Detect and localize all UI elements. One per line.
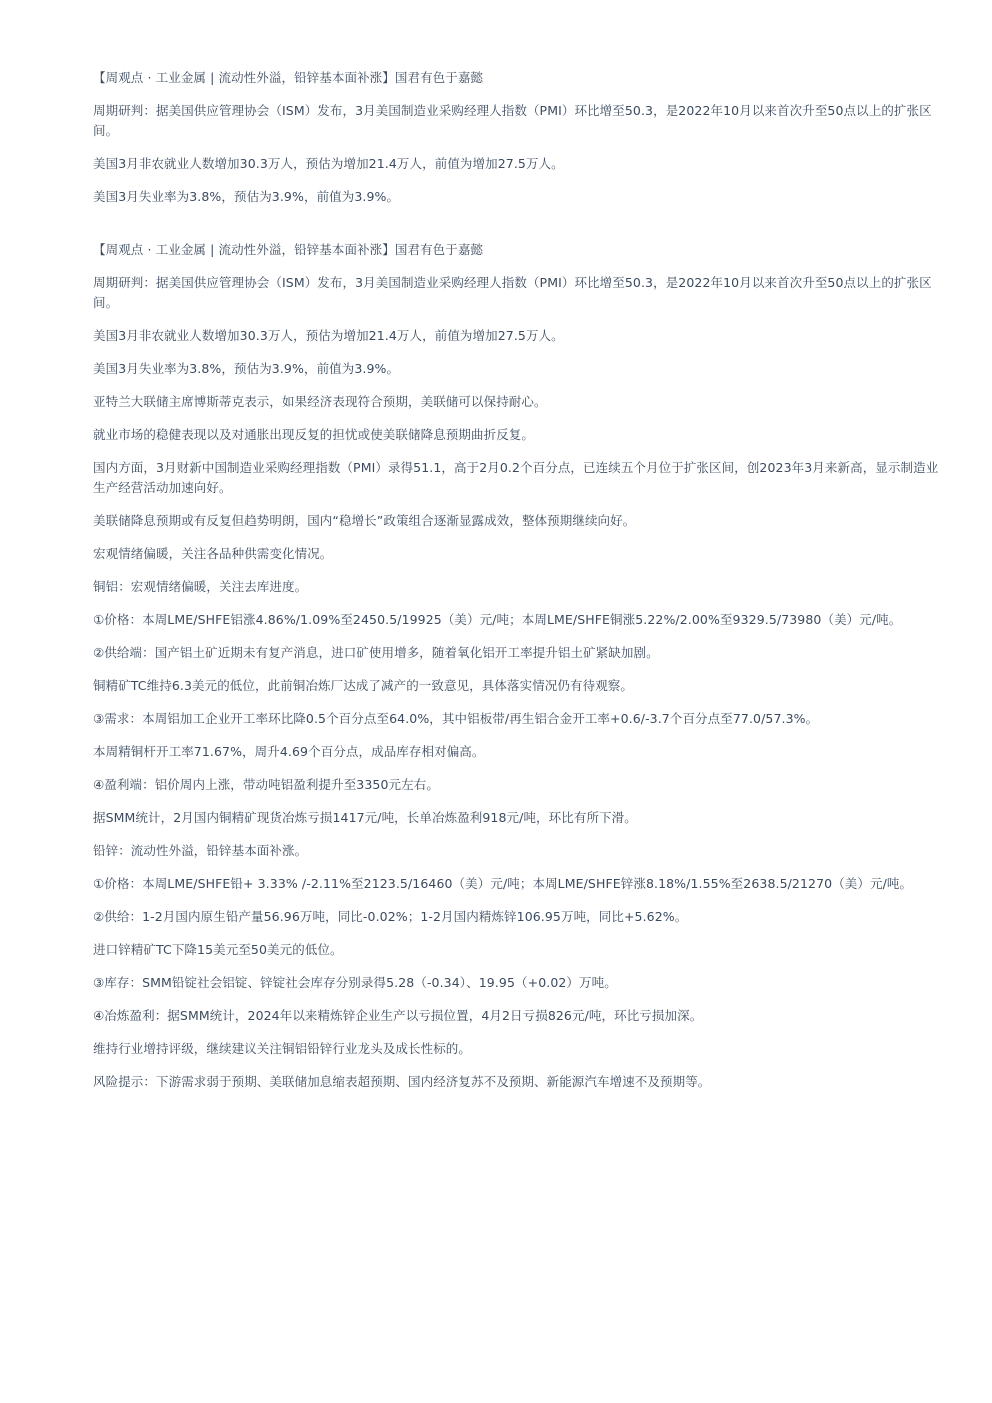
paragraph: ①价格：本周LME/SHFE铝涨4.86%/1.09%至2450.5/19925（美）元/吨；本周LME/SHFE铜涨5.22%/2.00%至9329.5/73980（美）元/吨。 bbox=[93, 612, 902, 627]
section1-paragraph-3: 美国3月失业率为3.8%，预估为3.9%，前值为3.9%。 bbox=[93, 189, 400, 204]
paragraph: 宏观情绪偏暖，关注各品种供需变化情况。 bbox=[93, 546, 333, 561]
paragraph: 铜铝：宏观情绪偏暖，关注去库进度。 bbox=[93, 579, 308, 594]
paragraph: 据SMM统计，2月国内铜精矿现货冶炼亏损1417元/吨，长单冶炼盈利918元/吨，环比有所下滑。 bbox=[93, 810, 637, 825]
paragraph: ④冶炼盈利：据SMM统计，2024年以来精炼锌企业生产以亏损位置，4月2日亏损826元/吨，环比亏损加深。 bbox=[93, 1008, 703, 1023]
paragraph: ①价格：本周LME/SHFE铅+ 3.33% /-2.11%至2123.5/16460（美）元/吨；本周LME/SHFE锌涨8.18%/1.55%至2638.5/21270（美）元/吨。 bbox=[93, 876, 913, 891]
paragraph: 周期研判：据美国供应管理协会（ISM）发布，3月美国制造业采购经理人指数（PMI）环比增至50.3，是2022年10月以来首次升至50点以上的扩张区间。 bbox=[93, 275, 932, 310]
paragraph: 维持行业增持评级，继续建议关注铜铝铅锌行业龙头及成长性标的。 bbox=[93, 1041, 472, 1056]
paragraph: ④盈利端：铝价周内上涨，带动吨铝盈利提升至3350元左右。 bbox=[93, 777, 439, 792]
paragraph: 铜精矿TC维持6.3美元的低位，此前铜冶炼厂达成了减产的一致意见，具体落实情况仍有待观察。 bbox=[93, 678, 634, 693]
paragraph: ③库存：SMM铅锭社会铝锭、锌锭社会库存分别录得5.28（-0.34）、19.95（+0.02）万吨。 bbox=[93, 975, 617, 990]
paragraph: 美国3月失业率为3.8%，预估为3.9%，前值为3.9%。 bbox=[93, 361, 400, 376]
paragraph: 美联储降息预期或有反复但趋势明朗，国内“稳增长”政策组合逐渐显露成效，整体预期继续向好。 bbox=[93, 513, 636, 528]
paragraph: ②供给：1-2月国内原生铅产量56.96万吨，同比-0.02%；1-2月国内精炼锌106.95万吨，同比+5.62%。 bbox=[93, 909, 688, 924]
section2-title: 【周观点 · 工业金属 | 流动性外溢，铅锌基本面补涨】国君有色于嘉懿 bbox=[93, 242, 484, 257]
paragraph: 国内方面，3月财新中国制造业采购经理指数（PMI）录得51.1，高于2月0.2个百分点，已连续五个月位于扩张区间，创2023年3月来新高，显示制造业生产经营活动加速向好。 bbox=[93, 460, 939, 495]
paragraph: ②供给端：国产铝土矿近期未有复产消息，进口矿使用增多，随着氧化铝开工率提升铝土矿紧缺加剧。 bbox=[93, 645, 659, 660]
section-divider bbox=[93, 220, 945, 240]
section1-title: 【周观点 · 工业金属 | 流动性外溢，铅锌基本面补涨】国君有色于嘉懿 bbox=[93, 70, 484, 85]
paragraph: ③需求：本周铝加工企业开工率环比降0.5个百分点至64.0%，其中铝板带/再生铝合金开工率+0.6/-3.7个百分点至77.0/57.3%。 bbox=[93, 711, 819, 726]
paragraph: 就业市场的稳健表现以及对通胀出现反复的担忧或使美联储降息预期曲折反复。 bbox=[93, 427, 535, 442]
paragraph: 铅锌：流动性外溢，铅锌基本面补涨。 bbox=[93, 843, 308, 858]
article-body bbox=[93, 68, 945, 1105]
paragraph: 亚特兰大联储主席博斯蒂克表示，如果经济表现符合预期，美联储可以保持耐心。 bbox=[93, 394, 547, 409]
paragraph: 进口锌精矿TC下降15美元至50美元的低位。 bbox=[93, 942, 343, 957]
paragraph: 美国3月非农就业人数增加30.3万人，预估为增加21.4万人，前值为增加27.5万人。 bbox=[93, 328, 564, 343]
section1-paragraph-1: 周期研判：据美国供应管理协会（ISM）发布，3月美国制造业采购经理人指数（PMI）环比增至50.3，是2022年10月以来首次升至50点以上的扩张区间。 bbox=[93, 103, 932, 138]
section1-paragraph-2: 美国3月非农就业人数增加30.3万人，预估为增加21.4万人，前值为增加27.5万人。 bbox=[93, 156, 564, 171]
paragraph: 本周精铜杆开工率71.67%，周升4.69个百分点，成品库存相对偏高。 bbox=[93, 744, 485, 759]
paragraph: 风险提示：下游需求弱于预期、美联储加息缩表超预期、国内经济复苏不及预期、新能源汽车增速不及预期等。 bbox=[93, 1074, 711, 1089]
